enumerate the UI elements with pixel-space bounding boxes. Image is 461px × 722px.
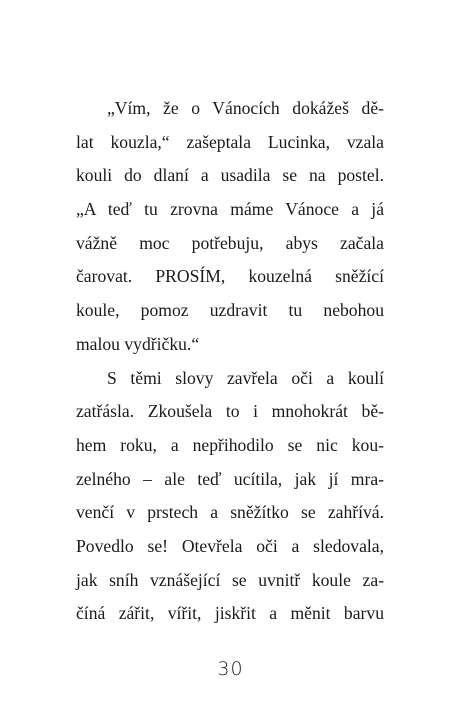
text-line: vážně moc potřebuju, abys začala [76,232,384,253]
text-line: čarovat. PROSÍM, kouzelná sněžící [76,266,384,287]
page-number: 30 [217,658,244,680]
text-line: zatřásla. Zkoušela to i mnohokrát bě- [76,401,384,422]
text-line: lat kouzla,“ zašeptala Lucinka, vzala [76,131,384,152]
text-line: zelného – ale teď ucítila, jak jí mra- [76,468,384,489]
text-line: „A teď tu zrovna máme Vánoce a já [76,199,384,220]
text-line: „Vím, že o Vánocích dokážeš dě- [107,98,384,118]
text-line: číná zářit, vířit, jiskřit a měnit barvu [76,603,384,624]
text-line: jak sníh vznášející se uvnitř koule za- [76,569,384,590]
text-line: S těmi slovy zavřela oči a koulí [107,367,384,388]
text-line: venčí v prstech a sněžítko se zahřívá. [76,502,384,523]
text-line: hem roku, a nepřihodilo se nic kou- [76,434,384,455]
text-line: koule, pomoz uzdravit tu nebohou [76,300,384,321]
text-line: kouli do dlaní a usadila se na postel. [76,165,384,186]
text-line: malou vydřičku.“ [76,333,200,354]
body-text [76,92,384,631]
text-line: Povedlo se! Otevřela oči a sledovala, [76,535,384,556]
